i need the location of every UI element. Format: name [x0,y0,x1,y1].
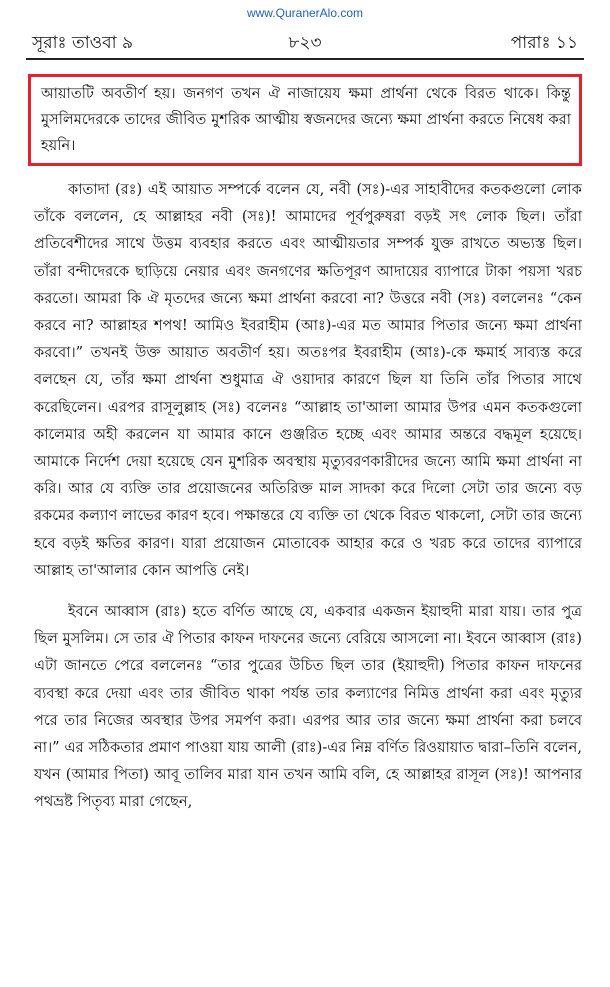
highlighted-passage [28,74,582,166]
page-number: ৮২৩ [288,33,322,53]
surah-label: সূরাঃ তাওবা ৯ [32,33,134,53]
header-divider [26,58,584,60]
site-url[interactable]: www.QuranerAlo.com [246,6,364,20]
highlighted-passage-text: আয়াতটি অবতীর্ণ হয়। জনগণ তখন ঐ নাজায়েয ক্ষমা প্রার্থনা থেকে বিরত থাকে। কিন্তু মুসলিমদেরকে তাদের জীবিত মুশরিক আত্মীয় স্বজনদের জন্যে ক্ষমা প্রার্থনা করতে নিষেধ করা হয়নি। [41,85,571,154]
page-header [32,26,578,56]
paragraph-qatada: কাতাদা (রঃ) এই আয়াত সম্পর্কে বলেন যে, নবী (সঃ)-এর সাহাবীদের কতকগুলো লোক তাঁকে বললেন, হে আল্লাহর নবী (সঃ)! আমাদের পূর্বপুরুষরা বড়ই সৎ লোক ছিল। তাঁরা প্রতিবেশীদের সাথে উত্তম ব্যবহার করতে এবং আত্মীয়তার সম্পর্ক যুক্ত রাখতে অভ্যস্ত ছিল। তাঁরা বন্দীদেরকে ছাড়িয়ে নেয়ার এবং জনগণের ক্ষতিপূরণ আদায়ের ব্যাপারে টাকা পয়সা খরচ করতো। আমরা কি ঐ মৃতদের জন্যে ক্ষমা প্রার্থনা করবো না? উত্তরে নবী (সঃ) বললেনঃ “কেন করবে না? আল্লাহর শপথ! আমিও ইবরাহীম (আঃ)-এর মত আমার পিতার জন্যে ক্ষমা প্রার্থনা করবো।” তখনই উক্ত আয়াত অবতীর্ণ হয়। অতঃপর ইবরাহীম (আঃ)-কে ক্ষমার্হ সাব্যস্ত করে বলছেন যে, তাঁর ক্ষমা প্রার্থনা শুধুমাত্র ঐ ওয়াদার কারণে ছিল যা তিনি তাঁর পিতার সাথে করেছিলেন। এরপর রাসূলুল্লাহ (সঃ) বলেনঃ “আল্লাহ তা'আলা আমার উপর এমন কতকগুলো কালেমার অহী করলেন যা আমার কানে গুঞ্জরিত হচ্ছে এবং আমার অন্তরে বদ্ধমূল হয়েছে। আমাকে নির্দেশ দেয়া হয়েছে যেন মুশরিক অবস্থায় মৃত্যুবরণকারীদের জন্যে আমি ক্ষমা প্রার্থনা না করি। আর যে ব্যক্তি তার প্রয়োজনের অতিরিক্ত মাল সাদকা করে দিলো সেটা তার জন্যে বড় রকমের কল্যাণ লাভের কারণ হবে। পক্ষান্তরে যে ব্যক্তি তা থেকে বিরত থাকলো, সেটা তার জন্যে হবে বড়ই ক্ষতির কারণ। যারা প্রয়োজন মোতাবেক আহার করে ও খরচ করে তাদের ব্যাপারে আল্লাহ তা'আলার কোন আপত্তি নেই। [34,181,582,579]
page-body [34,176,582,816]
para-label: পারাঃ ১১ [510,33,578,53]
paragraph-ibn-abbas: ইবনে আব্বাস (রাঃ) হতে বর্ণিত আছে যে, একবার একজন ইয়াহুদী মারা যায়। তার পুত্র ছিল মুসলিম। সে তার ঐ পিতার কাফন দাফনের জন্যে বেরিয়ে আসলো না। ইবনে আব্বাস (রাঃ) এটা জানতে পেরে বললেনঃ “তার পুত্রের উচিত ছিল তার (ইয়াহুদী) পিতার কাফন দাফনের ব্যবস্থা করে দেয়া এবং তার জীবিত থাকা পর্যন্ত তার কল্যাণের নিমিত্ত প্রার্থনা করা এবং মৃত্যুর পরে তার নিজের অবস্থার উপর সমর্পণ করা। এরপর আর তার জন্যে ক্ষমা প্রার্থনা করা চলবে না।” এর সঠিকতার প্রমাণ পাওয়া যায় আলী (রাঃ)-এর নিম্ন বর্ণিত রিওয়ায়াত দ্বারা–তিনি বলেন, যখন (আমার পিতা) আবূ তালিব মারা যান তখন আমি বলি, হে আল্লাহর রাসূল (সঃ)! আপনার পথভ্রষ্ট পিতৃব্য মারা গেছেন, [34,603,582,811]
